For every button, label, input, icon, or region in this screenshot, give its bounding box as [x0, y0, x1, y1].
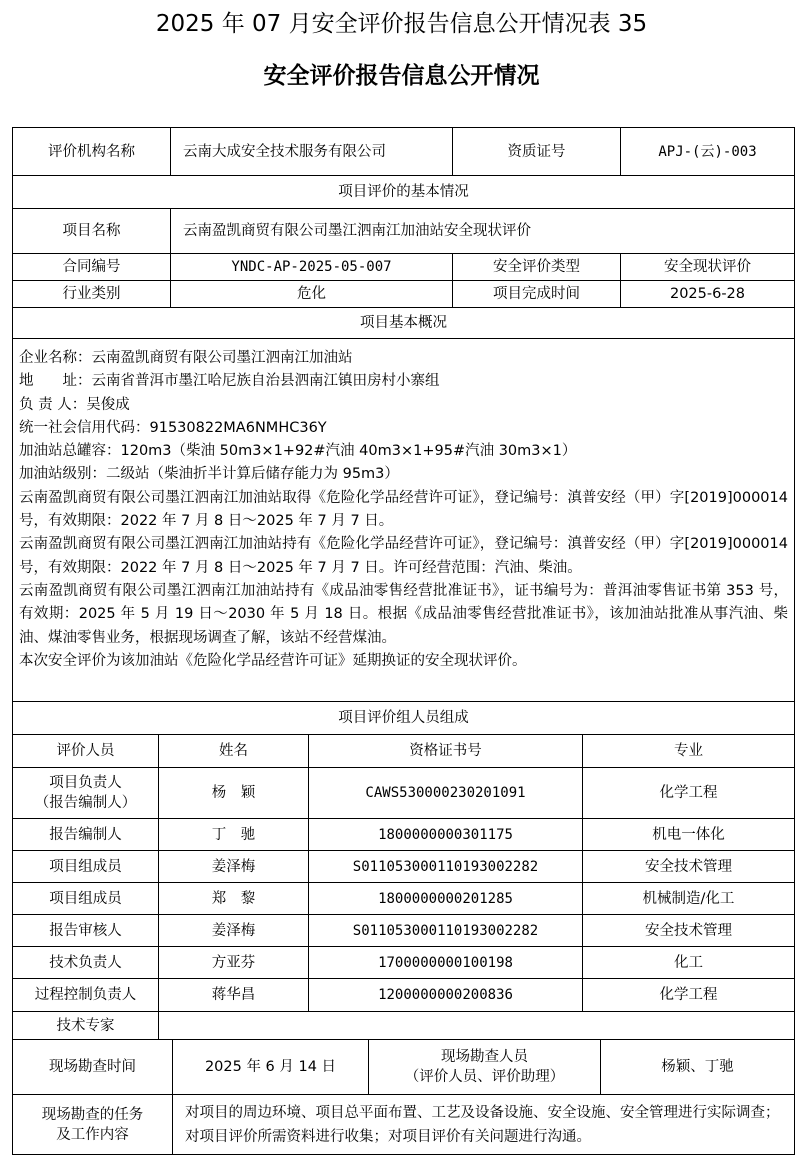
column-header-cert: 资格证书号 — [309, 735, 583, 768]
team-section-header: 项目评价组人员组成 — [13, 702, 795, 735]
table-row-major: 机械制造/化工 — [583, 883, 795, 915]
cert-value: APJ-(云)-003 — [621, 128, 795, 176]
overview-line: 负 责 人：吴俊成 — [19, 396, 130, 413]
task-label-line1: 现场勘查的任务 — [41, 1106, 144, 1123]
table-row-name: 蒋华昌 — [159, 979, 309, 1012]
table-row-major: 化学工程 — [583, 979, 795, 1012]
project-name-value: 云南盈凯商贸有限公司墨江泗南江加油站安全现状评价 — [171, 209, 795, 254]
contract-value: YNDC-AP-2025-05-007 — [171, 254, 453, 281]
table-row-cert: 1200000000200836 — [309, 979, 583, 1012]
overview-paragraph: 云南盈凯商贸有限公司墨江泗南江加油站持有《成品油零售经营批准证书》，证书编号为：普洱油零售证书第 353 号，有效期：2025 年 5 月 19 日～2030 年 5 月 18 日。根据《成品油零售经营批准证书》，该加油站批准从事汽油、柴油、煤油零售业务，根据现场调查了解，该站不经营煤油。 — [19, 582, 788, 646]
table-row-cert: S011053000110193002282 — [309, 915, 583, 947]
overview-paragraph: 本次安全评价为该加油站《危险化学品经营许可证》延期换证的安全现状评价。 — [19, 652, 527, 669]
role-note: （报告编制人） — [34, 795, 137, 811]
industry-label: 行业类别 — [13, 281, 171, 308]
industry-value: 危化 — [171, 281, 453, 308]
table-row-cert: CAWS530000230201091 — [309, 768, 583, 819]
table-row-cert: S011053000110193002282 — [309, 851, 583, 883]
table-row-major: 安全技术管理 — [583, 915, 795, 947]
overview-body — [13, 339, 795, 702]
overview-line: 企业名称：云南盈凯商贸有限公司墨江泗南江加油站 — [19, 350, 353, 366]
info-table — [12, 127, 795, 1155]
table-row-cert: 1800000000301175 — [309, 819, 583, 851]
table-row-major: 安全技术管理 — [583, 851, 795, 883]
column-header-role: 评价人员 — [13, 735, 159, 768]
overview-section-header: 项目基本概况 — [13, 308, 795, 339]
overview-line: 加油站总罐容：120m3（柴油 50m3×1+92#汽油 40m3×1+95#汽油 30m3×1） — [19, 443, 577, 460]
basic-section-header: 项目评价的基本情况 — [13, 176, 795, 209]
evaluation-type-value: 安全现状评价 — [621, 254, 795, 281]
table-row-role: 过程控制负责人 — [13, 979, 159, 1012]
task-label — [13, 1095, 173, 1155]
overview-paragraph: 云南盈凯商贸有限公司墨江泗南江加油站持有《危险化学品经营许可证》，登记编号：滇普安经（甲）字[2019]000014 号，有效期限：2022 年 7 月 8 日～2025 年 7 月 7 日。许可经营范围：汽油、柴油。 — [19, 536, 788, 576]
survey-staff-label-text: 现场勘查人员 — [441, 1049, 528, 1065]
table-row-cert: 1800000000201285 — [309, 883, 583, 915]
table-row-role: 报告编制人 — [13, 819, 159, 851]
overview-paragraph: 云南盈凯商贸有限公司墨江泗南江加油站取得《危险化学品经营许可证》，登记编号：滇普安经（甲）字[2019]000014 号，有效期限：2022 年 7 月 8 日～2025 年 7 月 7 日。 — [19, 489, 788, 530]
table-row-name: 方亚芬 — [159, 947, 309, 979]
table-row-name: 郑 黎 — [159, 883, 309, 915]
column-header-major: 专业 — [583, 735, 795, 768]
table-title: 安全评价报告信息公开情况 — [263, 63, 540, 89]
table-row-role: 项目组成员 — [13, 851, 159, 883]
survey-staff-label — [369, 1040, 601, 1095]
overview-line: 统一社会信用代码：91530822MA6NMHC36Y — [19, 419, 327, 436]
table-row-name: 丁 驰 — [159, 819, 309, 851]
survey-staff-value: 杨颖、丁驰 — [601, 1040, 795, 1095]
project-name-label: 项目名称 — [13, 209, 171, 254]
table-row-role: 技术负责人 — [13, 947, 159, 979]
agency-value: 云南大成安全技术服务有限公司 — [171, 128, 453, 176]
survey-time-value: 2025 年 6 月 14 日 — [173, 1040, 369, 1095]
table-row-role: 报告审核人 — [13, 915, 159, 947]
table-row-role — [13, 768, 159, 819]
table-row-major: 化工 — [583, 947, 795, 979]
cert-label: 资质证号 — [453, 128, 621, 176]
task-content: 对项目的周边环境、项目总平面布置、工艺及设备设施、安全设施、安全管理进行实际调查；对项目评价所需资料进行收集；对项目评价有关问题进行沟通。 — [173, 1095, 795, 1155]
evaluation-type-label: 安全评价类型 — [453, 254, 621, 281]
contract-label: 合同编号 — [13, 254, 171, 281]
table-row-major: 机电一体化 — [583, 819, 795, 851]
completion-label: 项目完成时间 — [453, 281, 621, 308]
agency-label: 评价机构名称 — [13, 128, 171, 176]
overview-line: 加油站级别：二级站（柴油折半计算后储存能力为 95m3） — [19, 466, 399, 483]
table-row-major: 化学工程 — [583, 768, 795, 819]
table-row-cert: 1700000000100198 — [309, 947, 583, 979]
table-row-name: 姜泽梅 — [159, 915, 309, 947]
expert-value — [159, 1012, 795, 1040]
completion-value: 2025-6-28 — [621, 281, 795, 308]
table-row-name: 姜泽梅 — [159, 851, 309, 883]
survey-staff-label-note: （评价人员、评价助理） — [404, 1069, 565, 1085]
overview-line: 地 址：云南省普洱市墨江哈尼族自治县泗南江镇田房村小寨组 — [19, 373, 440, 390]
task-label-line2: 及工作内容 — [56, 1126, 129, 1143]
document-title: 2025 年 07 月安全评价报告信息公开情况表 35 — [155, 11, 648, 37]
column-header-name: 姓名 — [159, 735, 309, 768]
role-text: 项目负责人 — [49, 775, 122, 791]
table-row-role: 项目组成员 — [13, 883, 159, 915]
expert-label: 技术专家 — [13, 1012, 159, 1040]
survey-time-label: 现场勘查时间 — [13, 1040, 173, 1095]
table-row-name: 杨 颖 — [159, 768, 309, 819]
